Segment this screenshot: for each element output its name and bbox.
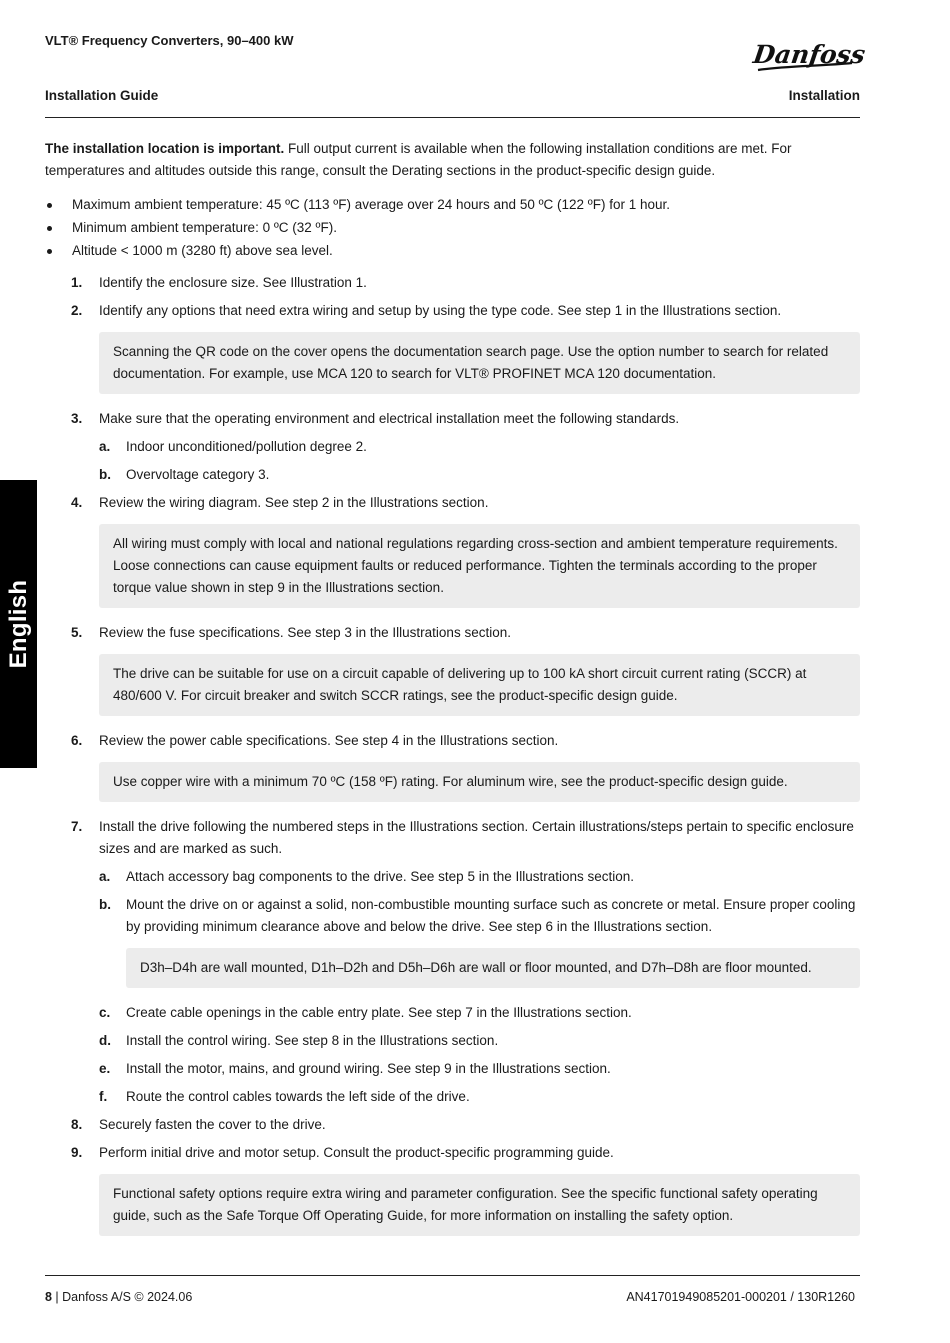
step-number: 5.: [71, 625, 83, 640]
page-number: 8: [45, 1290, 52, 1304]
step-text: Identify the enclosure size. See Illustration 1.: [99, 275, 367, 290]
list-item: Minimum ambient temperature: 0 ºC (32 ºF).: [45, 217, 860, 239]
substep-e: [99, 1058, 860, 1080]
section-label: Installation: [788, 88, 860, 103]
footer-page-info: [45, 1290, 192, 1304]
step-number: 9.: [71, 1145, 83, 1160]
substep-text: Route the control cables towards the left side of the drive.: [126, 1089, 470, 1104]
note-box: Use copper wire with a minimum 70 ºC (158 ºF) rating. For aluminum wire, see the product-specific design guide.: [99, 762, 860, 802]
substep-text: Overvoltage category 3.: [126, 467, 270, 482]
substep-letter: b.: [99, 467, 111, 482]
step-3: [45, 408, 860, 486]
step-number: 6.: [71, 733, 83, 748]
step-2: [45, 300, 860, 394]
step-9: [45, 1142, 860, 1236]
bullet-icon: [47, 249, 52, 254]
language-label: English: [4, 579, 32, 669]
substep-text: Create cable openings in the cable entry plate. See step 7 in the Illustrations section.: [126, 1005, 632, 1020]
step-text: Install the drive following the numbered steps in the Illustrations section. Certain illustrations/steps pertain to specific enclosure sizes and are marked as such.: [99, 819, 854, 856]
step-6: [45, 730, 860, 802]
installation-steps: [45, 272, 860, 1236]
substep-text: Mount the drive on or against a solid, non-combustible mounting surface such as concrete or metal. Ensure proper cooling by providing minimum clearance above and below the drive. See step 6 in the Illustrations section.: [126, 897, 856, 934]
step-number: 3.: [71, 411, 83, 426]
note-box: The drive can be suitable for use on a circuit capable of delivering up to 100 kA short circuit current rating (SCCR) at 480/600 V. For circuit breaker and switch SCCR ratings, see the product-specific design guide.: [99, 654, 860, 716]
substep-a: [99, 436, 860, 458]
substep-letter: e.: [99, 1061, 111, 1076]
step-5: [45, 622, 860, 716]
substep-text: Attach accessory bag components to the drive. See step 5 in the Illustrations section.: [126, 869, 635, 884]
note-box: Scanning the QR code on the cover opens the documentation search page. Use the option number to search for related documentation. For example, use MCA 120 to search for VLT® PROFINET MCA 120 documentation.: [99, 332, 860, 394]
substep-d: [99, 1030, 860, 1052]
step-number: 8.: [71, 1117, 83, 1132]
note-box: D3h–D4h are wall mounted, D1h–D2h and D5h–D6h are wall or floor mounted, and D7h–D8h are floor mounted.: [126, 948, 860, 988]
step-text: Securely fasten the cover to the drive.: [99, 1117, 326, 1132]
step-text: Make sure that the operating environment and electrical installation meet the following standards.: [99, 411, 680, 426]
note-box: Functional safety options require extra wiring and parameter configuration. See the specific functional safety operating guide, such as the Safe Torque Off Operating Guide, for more information on installing the safety option.: [99, 1174, 860, 1236]
substep-b: [99, 894, 860, 988]
substep-letter: b.: [99, 897, 111, 912]
substep-letter: a.: [99, 439, 111, 454]
step-7: [45, 816, 860, 1108]
main-content: [45, 138, 860, 1250]
substep-f: [99, 1086, 860, 1108]
footer-divider: [45, 1275, 860, 1276]
intro-paragraph: [45, 138, 860, 182]
intro-text: Full output current is available when the following installation conditions are met. For temperatures and altitudes outside this range, consult the Derating sections in the product-specific design guide.: [45, 141, 792, 178]
conditions-list: [45, 194, 860, 262]
step-8: [45, 1114, 860, 1136]
substep-text: Install the motor, mains, and ground wiring. See step 9 in the Illustrations section.: [126, 1061, 611, 1076]
substep-text: Indoor unconditioned/pollution degree 2.: [126, 439, 367, 454]
step-number: 7.: [71, 819, 83, 834]
danfoss-logo: [751, 36, 868, 76]
step-number: 4.: [71, 495, 83, 510]
footer-copyright: | Danfoss A/S © 2024.06: [51, 1290, 193, 1304]
step-number: 1.: [71, 275, 83, 290]
language-side-tab: [0, 480, 37, 768]
bullet-icon: [47, 203, 52, 208]
substep-letter: a.: [99, 869, 111, 884]
document-title: VLT® Frequency Converters, 90–400 kW: [45, 33, 294, 48]
step-4: [45, 492, 860, 608]
intro-bold: The installation location is important.: [45, 141, 285, 156]
note-box: All wiring must comply with local and national regulations regarding cross-section and ambient temperature requirements. Loose connections can cause equipment faults or reduced performance. Tighten the terminals according to the proper torque value shown in step 9 in the Illustrations section.: [99, 524, 860, 608]
step-text: Perform initial drive and motor setup. Consult the product-specific programming guide.: [99, 1145, 614, 1160]
step-text: Review the power cable specifications. See step 4 in the Illustrations section.: [99, 733, 559, 748]
document-code: AN41701949085201-000201 / 130R1260: [626, 1290, 855, 1304]
step-text: Review the wiring diagram. See step 2 in the Illustrations section.: [99, 495, 489, 510]
substep-b: [99, 464, 860, 486]
bullet-icon: [47, 226, 52, 231]
list-item: Altitude < 1000 m (3280 ft) above sea level.: [45, 240, 860, 262]
step-number: 2.: [71, 303, 83, 318]
step-1: [45, 272, 860, 294]
substep-text: Install the control wiring. See step 8 in the Illustrations section.: [126, 1033, 499, 1048]
list-item: Maximum ambient temperature: 45 ºC (113 ºF) average over 24 hours and 50 ºC (122 ºF) for 1 hour.: [45, 194, 860, 216]
substep-letter: d.: [99, 1033, 111, 1048]
header-divider: [45, 117, 860, 118]
step-text: Identify any options that need extra wiring and setup by using the type code. See step 1 in the Illustrations section.: [99, 303, 782, 318]
substep-letter: c.: [99, 1005, 111, 1020]
step-text: Review the fuse specifications. See step 3 in the Illustrations section.: [99, 625, 511, 640]
substep-letter: f.: [99, 1089, 108, 1104]
guide-type-label: Installation Guide: [45, 88, 159, 103]
svg-text:Danfoss: Danfoss: [751, 39, 868, 69]
substep-a: [99, 866, 860, 888]
substep-c: [99, 1002, 860, 1024]
